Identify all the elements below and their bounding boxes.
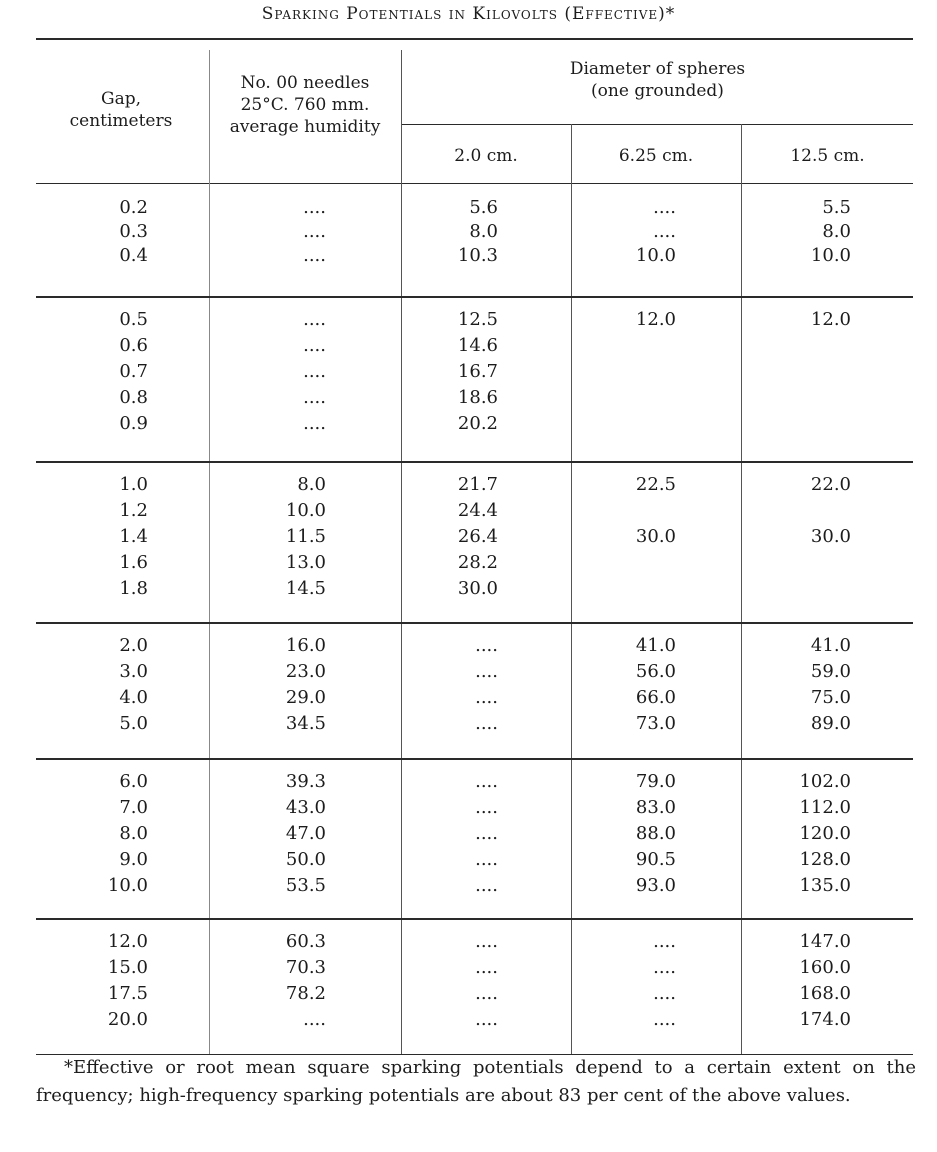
cell-sphere-6-25cm: 56.0 bbox=[635, 661, 676, 682]
cell-gap: 0.3 bbox=[119, 221, 148, 242]
footnote bbox=[36, 1054, 916, 1110]
cell-sphere-12-5cm: 30.0 bbox=[810, 526, 851, 547]
cell-needles: .... bbox=[303, 335, 326, 356]
cell-needles: 70.3 bbox=[285, 957, 326, 978]
top-rule bbox=[36, 38, 913, 40]
cell-sphere-12-5cm bbox=[36, 499, 851, 523]
header-needles: No. 00 needles 25°C. 760 mm. average humidity bbox=[229, 73, 381, 137]
table-row bbox=[36, 982, 913, 1006]
table-row bbox=[36, 473, 913, 497]
cell-sphere-2cm: 21.7 bbox=[457, 474, 498, 495]
cell-sphere-12-5cm: 168.0 bbox=[799, 983, 851, 1004]
cell-sphere-6-25cm: .... bbox=[653, 221, 676, 242]
cell-needles: 39.3 bbox=[285, 771, 326, 792]
cell-sphere-12-5cm bbox=[36, 334, 851, 358]
cell-gap: 20.0 bbox=[107, 1009, 148, 1030]
cell-sphere-12-5cm: 59.0 bbox=[810, 661, 851, 682]
cell-sphere-6-25cm: 22.5 bbox=[635, 474, 676, 495]
cell-sphere-6-25cm: 79.0 bbox=[635, 771, 676, 792]
table-title: Sparking Potentials in Kilovolts (Effective)* bbox=[261, 4, 676, 24]
table-row bbox=[36, 196, 913, 220]
table-row bbox=[36, 244, 913, 268]
cell-gap: 17.5 bbox=[107, 983, 148, 1004]
table-row bbox=[36, 308, 913, 332]
cell-gap: 5.0 bbox=[119, 713, 148, 734]
cell-gap: 4.0 bbox=[119, 687, 148, 708]
cell-sphere-2cm: .... bbox=[475, 931, 498, 952]
cell-needles: 34.5 bbox=[285, 713, 326, 734]
cell-sphere-12-5cm: 75.0 bbox=[810, 687, 851, 708]
header-bottom-rule bbox=[36, 183, 913, 184]
cell-sphere-2cm: 28.2 bbox=[457, 552, 498, 573]
cell-sphere-12-5cm: 135.0 bbox=[799, 875, 851, 896]
table-row bbox=[36, 770, 913, 794]
cell-sphere-12-5cm: 174.0 bbox=[799, 1009, 851, 1030]
cell-needles: .... bbox=[303, 221, 326, 242]
table-row bbox=[36, 334, 913, 358]
table-row bbox=[36, 551, 913, 575]
cell-sphere-12-5cm: 5.5 bbox=[822, 197, 851, 218]
cell-sphere-2cm: .... bbox=[475, 823, 498, 844]
cell-sphere-2cm: 20.2 bbox=[457, 413, 498, 434]
table-row bbox=[36, 686, 913, 710]
cell-sphere-6-25cm: .... bbox=[653, 931, 676, 952]
table-row bbox=[36, 848, 913, 872]
cell-gap: 1.0 bbox=[119, 474, 148, 495]
cell-sphere-6-25cm: 73.0 bbox=[635, 713, 676, 734]
cell-sphere-2cm: 8.0 bbox=[469, 221, 498, 242]
cell-gap: 2.0 bbox=[119, 635, 148, 656]
cell-sphere-6-25cm: 90.5 bbox=[635, 849, 676, 870]
cell-sphere-12-5cm: 128.0 bbox=[799, 849, 851, 870]
cell-gap: 0.9 bbox=[119, 413, 148, 434]
cell-gap: 1.4 bbox=[119, 526, 148, 547]
group-rule bbox=[36, 758, 913, 760]
cell-sphere-2cm: .... bbox=[475, 957, 498, 978]
header-sphere-6-25cm: 6.25 cm. bbox=[618, 146, 694, 166]
cell-sphere-12-5cm: 112.0 bbox=[799, 797, 851, 818]
cell-gap: 8.0 bbox=[119, 823, 148, 844]
cell-sphere-12-5cm: 160.0 bbox=[799, 957, 851, 978]
cell-sphere-6-25cm: 66.0 bbox=[635, 687, 676, 708]
cell-sphere-2cm: 14.6 bbox=[457, 335, 498, 356]
cell-gap: 0.6 bbox=[119, 335, 148, 356]
cell-needles: .... bbox=[303, 1009, 326, 1030]
cell-needles: 13.0 bbox=[285, 552, 326, 573]
cell-sphere-12-5cm: 41.0 bbox=[810, 635, 851, 656]
cell-sphere-12-5cm: 120.0 bbox=[799, 823, 851, 844]
cell-sphere-6-25cm: 10.0 bbox=[635, 245, 676, 266]
cell-sphere-6-25cm: .... bbox=[653, 957, 676, 978]
group-rule bbox=[36, 918, 913, 920]
cell-sphere-12-5cm: 12.0 bbox=[810, 309, 851, 330]
cell-needles: .... bbox=[303, 309, 326, 330]
cell-sphere-2cm: .... bbox=[475, 713, 498, 734]
group-rule bbox=[36, 461, 913, 463]
cell-needles: .... bbox=[303, 361, 326, 382]
header-sphere-12-5cm: 12.5 cm. bbox=[790, 146, 865, 166]
cell-needles: 47.0 bbox=[285, 823, 326, 844]
cell-sphere-12-5cm bbox=[36, 551, 851, 575]
cell-needles: .... bbox=[303, 245, 326, 266]
cell-sphere-2cm: .... bbox=[475, 687, 498, 708]
cell-sphere-12-5cm: 102.0 bbox=[799, 771, 851, 792]
cell-gap: 15.0 bbox=[107, 957, 148, 978]
cell-gap: 12.0 bbox=[107, 931, 148, 952]
cell-sphere-2cm: .... bbox=[475, 849, 498, 870]
cell-needles: 43.0 bbox=[285, 797, 326, 818]
cell-sphere-2cm: 30.0 bbox=[457, 578, 498, 599]
cell-gap: 7.0 bbox=[119, 797, 148, 818]
cell-gap: 10.0 bbox=[107, 875, 148, 896]
table-row bbox=[36, 525, 913, 549]
table-row bbox=[36, 412, 913, 436]
cell-gap: 1.6 bbox=[119, 552, 148, 573]
table-row bbox=[36, 634, 913, 658]
cell-sphere-6-25cm: 41.0 bbox=[635, 635, 676, 656]
cell-sphere-12-5cm bbox=[36, 412, 851, 436]
cell-sphere-2cm: .... bbox=[475, 983, 498, 1004]
cell-needles: .... bbox=[303, 413, 326, 434]
cell-sphere-2cm: .... bbox=[475, 797, 498, 818]
cell-sphere-6-25cm: 30.0 bbox=[635, 526, 676, 547]
cell-sphere-2cm: .... bbox=[475, 661, 498, 682]
table-row bbox=[36, 660, 913, 684]
cell-sphere-2cm: .... bbox=[475, 1009, 498, 1030]
header-spheres-group: Diameter of spheres (one grounded) bbox=[569, 59, 746, 101]
cell-sphere-12-5cm bbox=[36, 360, 851, 384]
cell-gap: 0.5 bbox=[119, 309, 148, 330]
cell-sphere-12-5cm: 8.0 bbox=[822, 221, 851, 242]
cell-sphere-6-25cm: .... bbox=[653, 983, 676, 1004]
table-row bbox=[36, 386, 913, 410]
cell-needles: 16.0 bbox=[285, 635, 326, 656]
cell-sphere-6-25cm: 12.0 bbox=[635, 309, 676, 330]
cell-sphere-6-25cm: 88.0 bbox=[635, 823, 676, 844]
cell-sphere-2cm: 10.3 bbox=[457, 245, 498, 266]
cell-needles: 8.0 bbox=[297, 474, 326, 495]
cell-gap: 9.0 bbox=[119, 849, 148, 870]
cell-sphere-12-5cm: 22.0 bbox=[810, 474, 851, 495]
cell-sphere-6-25cm: .... bbox=[653, 1009, 676, 1030]
table-row bbox=[36, 577, 913, 601]
cell-needles: .... bbox=[303, 197, 326, 218]
cell-needles: 23.0 bbox=[285, 661, 326, 682]
header-sphere-2cm: 2.0 cm. bbox=[454, 146, 518, 166]
cell-needles: 78.2 bbox=[285, 983, 326, 1004]
cell-sphere-2cm: 24.4 bbox=[457, 500, 498, 521]
table-row bbox=[36, 360, 913, 384]
cell-needles: 10.0 bbox=[285, 500, 326, 521]
table-row bbox=[36, 956, 913, 980]
table-row bbox=[36, 712, 913, 736]
table-row bbox=[36, 499, 913, 523]
cell-sphere-2cm: 18.6 bbox=[457, 387, 498, 408]
cell-sphere-12-5cm: 89.0 bbox=[810, 713, 851, 734]
cell-sphere-12-5cm bbox=[36, 577, 851, 601]
table-row bbox=[36, 220, 913, 244]
cell-gap: 3.0 bbox=[119, 661, 148, 682]
subheader-rule bbox=[402, 124, 913, 125]
group-rule bbox=[36, 622, 913, 624]
table-row bbox=[36, 1008, 913, 1032]
cell-needles: 60.3 bbox=[285, 931, 326, 952]
cell-sphere-12-5cm: 10.0 bbox=[810, 245, 851, 266]
cell-sphere-2cm: .... bbox=[475, 771, 498, 792]
cell-needles: 11.5 bbox=[285, 526, 326, 547]
cell-gap: 0.7 bbox=[119, 361, 148, 382]
footnote-text: *Effective or root mean square sparking potentials depend to a certain extent on the frequency; high-frequency sparking potentials are about 83 per cent of the above values. bbox=[36, 1057, 916, 1106]
cell-sphere-2cm: 16.7 bbox=[457, 361, 498, 382]
cell-sphere-6-25cm: 93.0 bbox=[635, 875, 676, 896]
cell-gap: 0.8 bbox=[119, 387, 148, 408]
table-row bbox=[36, 930, 913, 954]
cell-gap: 0.4 bbox=[119, 245, 148, 266]
table-row bbox=[36, 796, 913, 820]
cell-needles: 50.0 bbox=[285, 849, 326, 870]
cell-sphere-2cm: 12.5 bbox=[457, 309, 498, 330]
cell-sphere-12-5cm bbox=[36, 386, 851, 410]
cell-sphere-2cm: 26.4 bbox=[457, 526, 498, 547]
cell-needles: 53.5 bbox=[285, 875, 326, 896]
cell-gap: 0.2 bbox=[119, 197, 148, 218]
cell-sphere-6-25cm: .... bbox=[653, 197, 676, 218]
group-rule bbox=[36, 296, 913, 298]
cell-sphere-2cm: .... bbox=[475, 635, 498, 656]
cell-sphere-6-25cm: 83.0 bbox=[635, 797, 676, 818]
cell-needles: .... bbox=[303, 387, 326, 408]
cell-needles: 29.0 bbox=[285, 687, 326, 708]
cell-sphere-2cm: 5.6 bbox=[469, 197, 498, 218]
table-row bbox=[36, 822, 913, 846]
cell-sphere-2cm: .... bbox=[475, 875, 498, 896]
cell-needles: 14.5 bbox=[285, 578, 326, 599]
table-row bbox=[36, 874, 913, 898]
cell-gap: 6.0 bbox=[119, 771, 148, 792]
header-gap: Gap, centimeters bbox=[69, 89, 173, 131]
cell-sphere-12-5cm: 147.0 bbox=[799, 931, 851, 952]
cell-gap: 1.2 bbox=[119, 500, 148, 521]
cell-gap: 1.8 bbox=[119, 578, 148, 599]
